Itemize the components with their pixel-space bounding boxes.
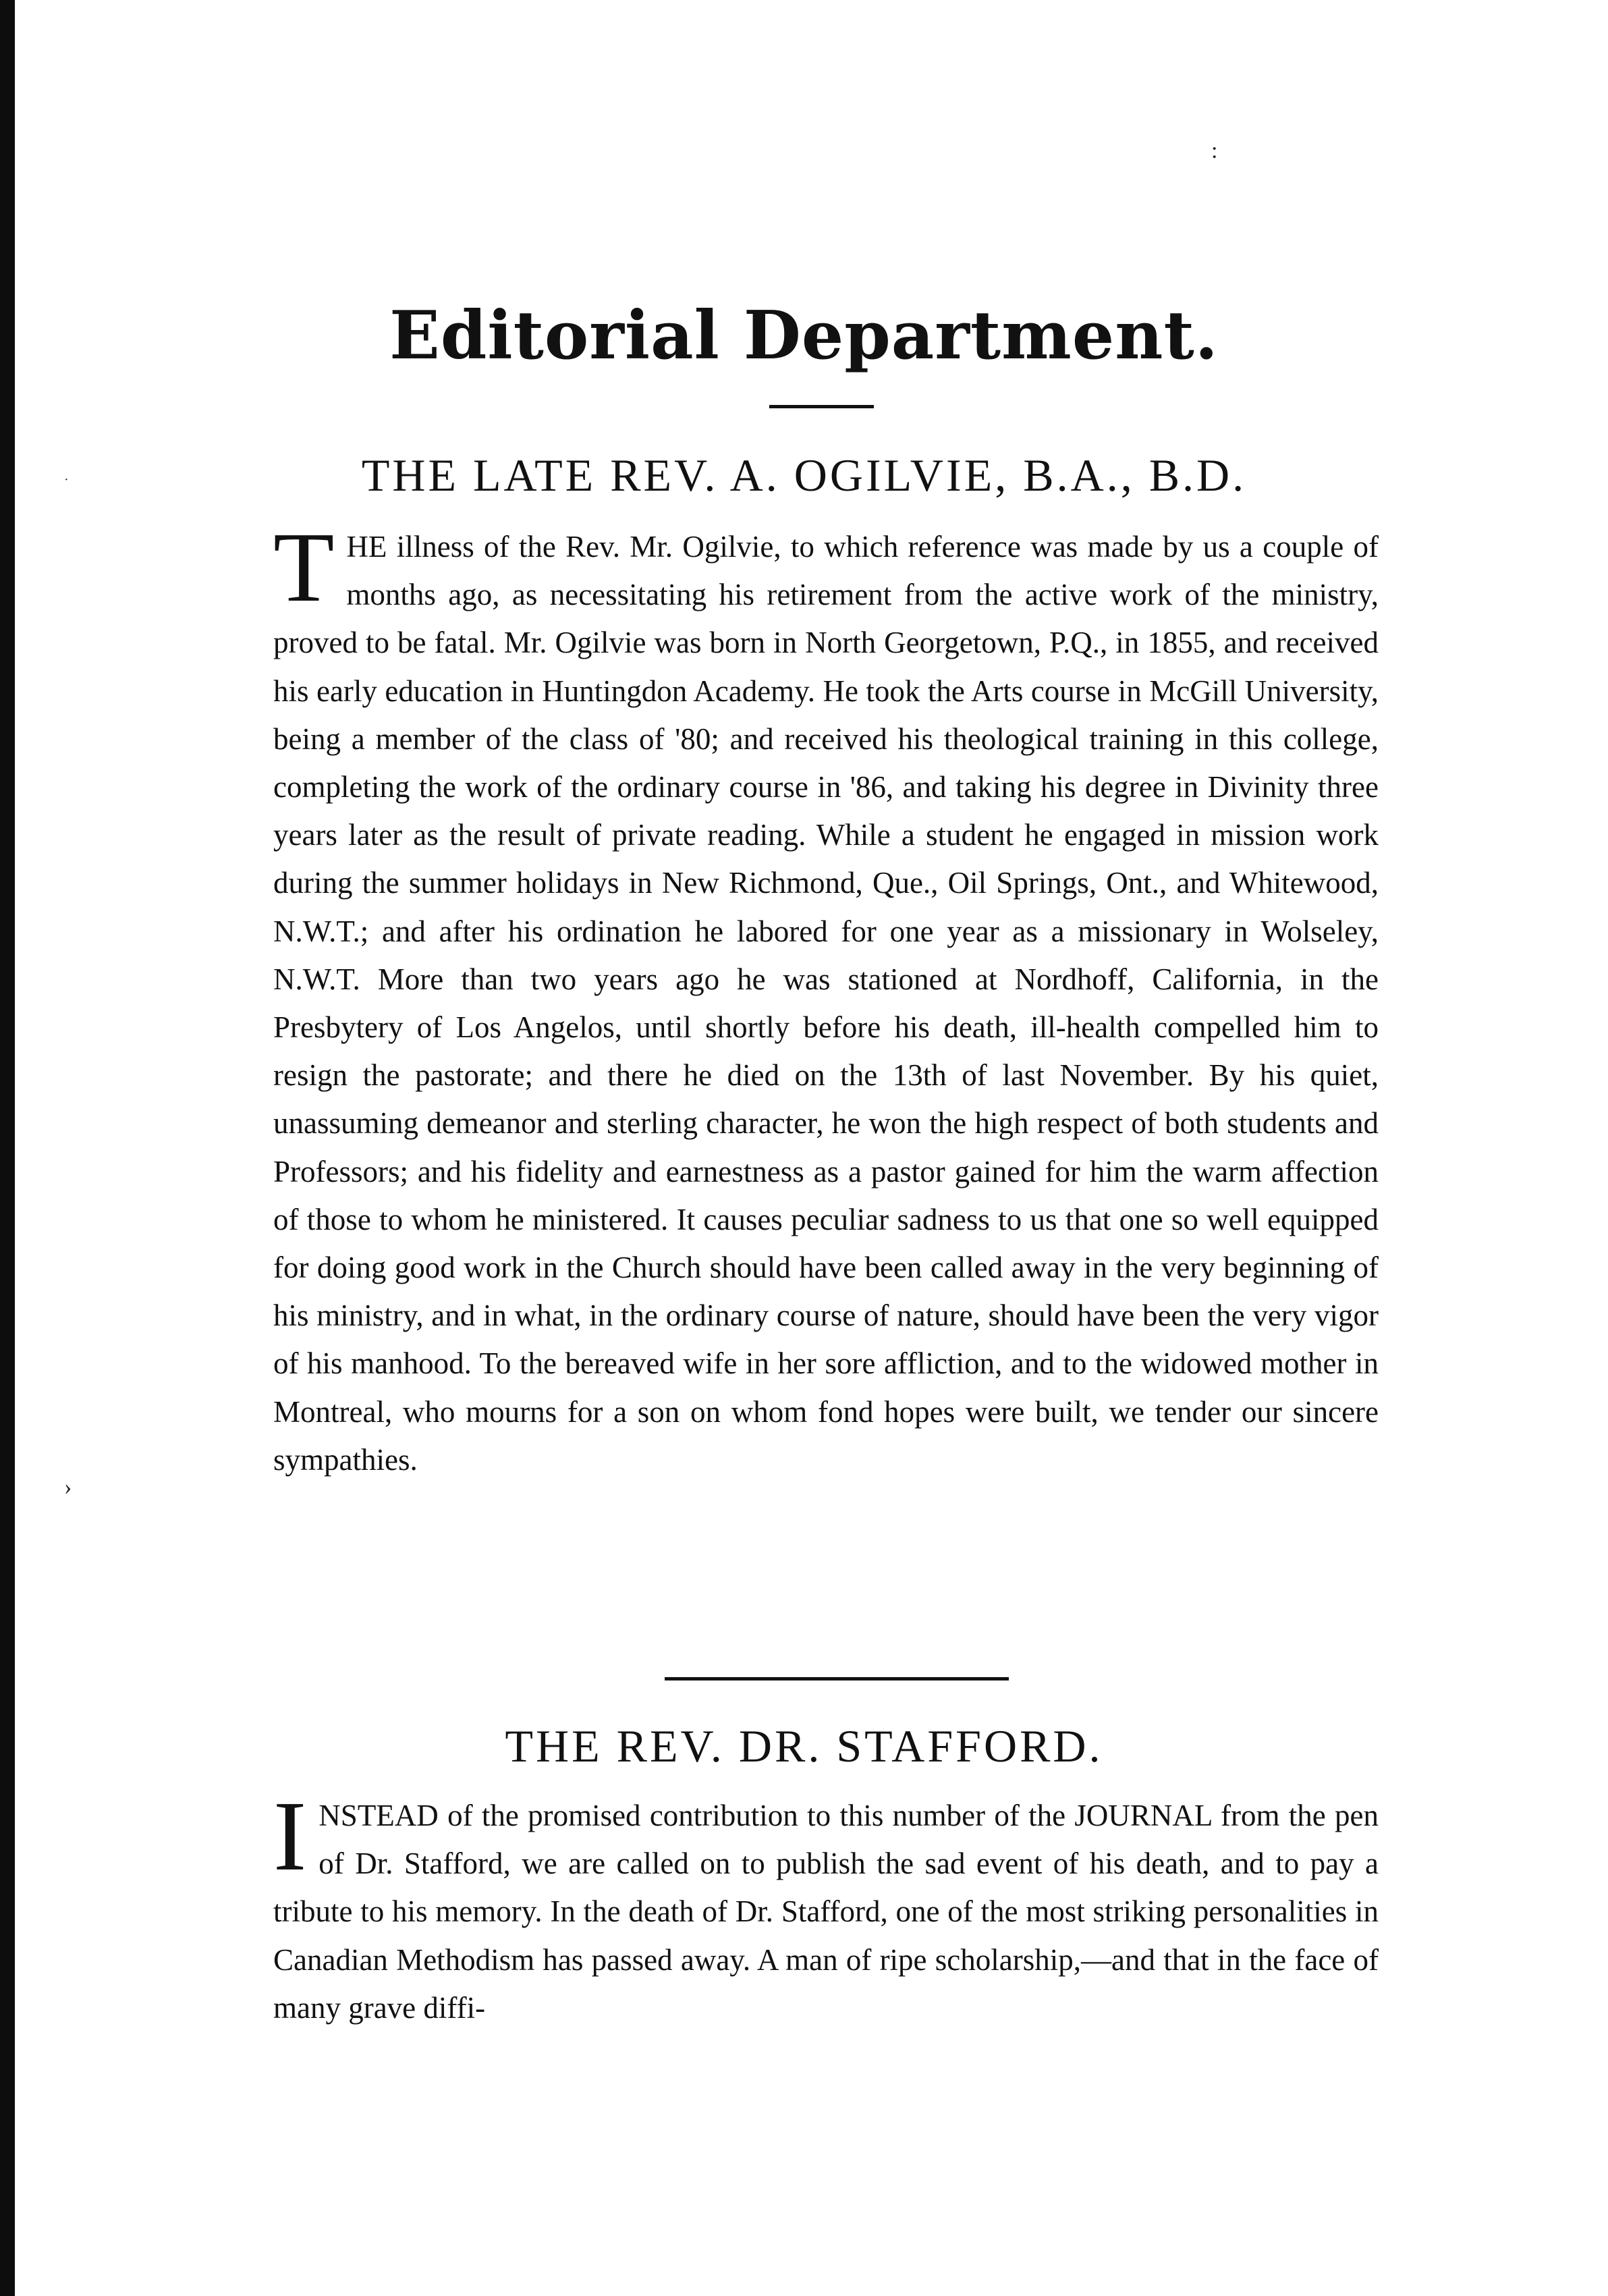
margin-speck: · bbox=[64, 472, 69, 487]
drop-cap: T bbox=[273, 512, 335, 623]
article-body-stafford bbox=[273, 1781, 1379, 2032]
article-separator bbox=[665, 1677, 1009, 1680]
margin-speck: › bbox=[64, 1475, 72, 1500]
article-ogilvie bbox=[0, 449, 1608, 501]
article-body-ogilvie bbox=[273, 512, 1379, 1484]
article-text: HE illness of the Rev. Mr. Ogilvie, to which reference was made by us a couple of months ago, as necessitating his retirement from the active work of the ministry, proved to be fatal. Mr. Ogilvie was born in North Georgetown, P.Q., in 1855, and received his early education in Huntingdon Academy. He took the Arts course in McGill University, being a member of the class of '80; and received his theological training in this college, completing the work of the ordinary course in '86, and taking his degree in Divinity three years later as the result of private reading. While a student he engaged in mission work during the summer holidays in New Richmond, Que., Oil Springs, Ont., and Whitewood, N.W.T.; and after his ordination he labored for one year as a missionary in Wolseley, N.W.T. More than two years ago he was stationed at Nordhoff, California, in the Presbytery of Los Angelos, until shortly before his death, ill-health compelled him to resign the pastorate; and there he died on the 13th of last November. By his quiet, unassuming demeanor and sterling character, he won the high respect of both students and Professors; and his fidelity and earnestness as a pastor gained for him the warm affection of those to whom he ministered. It causes peculiar sadness to us that one so well equipped for doing good work in the Church should have been called away in the very beginning of his ministry, and in what, in the ordinary course of nature, should have been the very vigor of his manhood. To the bereaved wife in her sore affliction, and to the widowed mother in Montreal, who mourns for a son on whom fond hopes were built, we tender our sincere sympathies. bbox=[273, 530, 1379, 1477]
article-heading: THE REV. DR. STAFFORD. bbox=[505, 1720, 1103, 1772]
page-title: Editorial Department. bbox=[389, 297, 1219, 375]
article-stafford bbox=[0, 1720, 1608, 1772]
margin-dots: : bbox=[1211, 138, 1218, 163]
article-text: NSTEAD of the promised contribution to this number of the JOURNAL from the pen of Dr. Stafford, we are called on to publish the sad event of his death, and to pay a tribute to his memory. In the death of Dr. Stafford, one of the most striking personalities in Canadian Methodism has passed away. A man of ripe scholarship,—and that in the face of many grave diffi- bbox=[273, 1799, 1379, 2025]
title-rule bbox=[769, 405, 874, 408]
article-heading: THE LATE REV. A. OGILVIE, B.A., B.D. bbox=[361, 449, 1247, 501]
drop-cap: I bbox=[273, 1781, 307, 1892]
